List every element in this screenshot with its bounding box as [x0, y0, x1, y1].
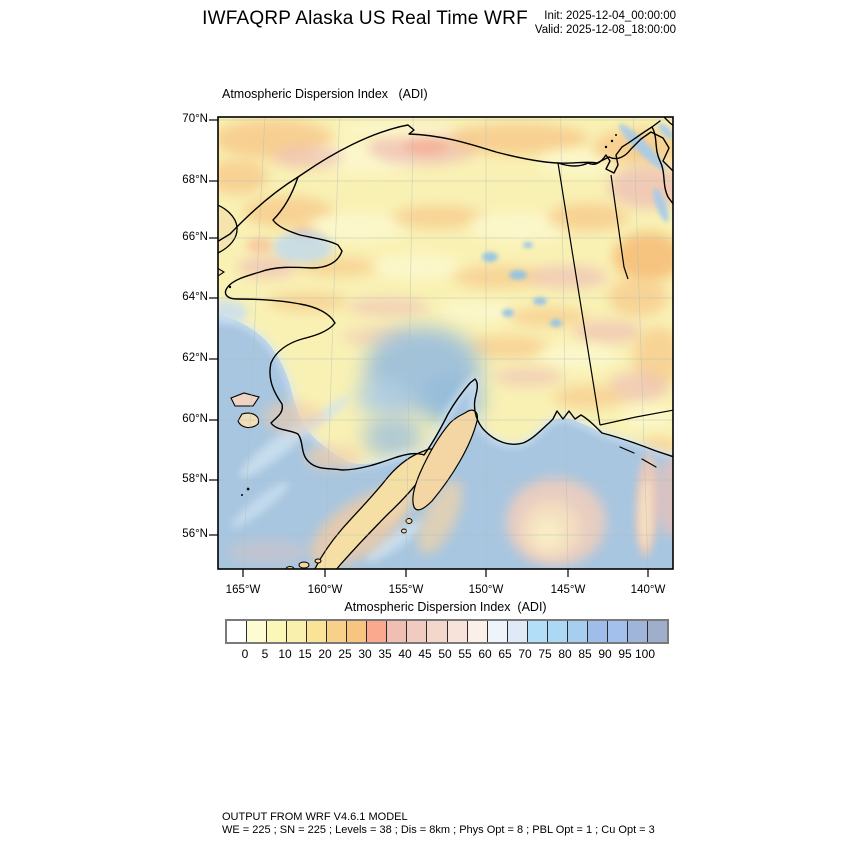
colorbar-cell — [648, 621, 667, 642]
colorbar-cell — [427, 621, 447, 642]
latitude-ticks — [209, 120, 218, 535]
lat-label: 66°N — [182, 231, 208, 243]
colorbar-tick-label: 40 — [398, 647, 412, 661]
colorbar-cell — [247, 621, 267, 642]
colorbar-tick-label: 0 — [241, 647, 249, 661]
colorbar-title: Atmospheric Dispersion Index (ADI) — [344, 600, 547, 614]
init-timestamp: Init: 2025-12-04_00:00:00 — [544, 10, 676, 22]
colorbar-cell — [327, 621, 347, 642]
lat-label: 62°N — [182, 352, 208, 364]
alaska-adi-map — [206, 115, 681, 581]
lat-label: 70°N — [182, 113, 208, 125]
colorbar-tick-label: 45 — [418, 647, 432, 661]
colorbar-tick-label: 85 — [578, 647, 592, 661]
colorbar-cell — [407, 621, 427, 642]
colorbar-cell — [608, 621, 628, 642]
colorbar-tick-label: 100 — [634, 647, 656, 661]
lat-label: 60°N — [182, 413, 208, 425]
model-config-line: WE = 225 ; SN = 225 ; Levels = 38 ; Dis = 8km ; Phys Opt = 8 ; PBL Opt = 1 ; Cu Opt = 3 — [222, 824, 655, 836]
colorbar-cell — [387, 621, 407, 642]
colorbar-tick-label: 65 — [498, 647, 512, 661]
lat-label: 68°N — [182, 174, 208, 186]
map-subtitle: Atmospheric Dispersion Index (ADI) — [222, 87, 428, 101]
colorbar-tick-label: 55 — [458, 647, 472, 661]
colorbar-tick-label: 80 — [558, 647, 572, 661]
longitude-ticks — [243, 570, 648, 578]
lon-label: 160°W — [307, 584, 343, 596]
model-output-line: OUTPUT FROM WRF V4.6.1 MODEL — [222, 811, 408, 823]
colorbar-tick-label: 95 — [618, 647, 632, 661]
colorbar-tick-label: 75 — [538, 647, 552, 661]
colorbar-tick-label: 30 — [358, 647, 372, 661]
colorbar-cell — [347, 621, 367, 642]
colorbar-cell — [588, 621, 608, 642]
colorbar-tick-label: 15 — [298, 647, 312, 661]
colorbar-cell — [227, 621, 247, 642]
lat-label: 56°N — [182, 528, 208, 540]
colorbar-cell — [287, 621, 307, 642]
lon-label: 155°W — [388, 584, 424, 596]
colorbar-tick-label: 50 — [438, 647, 452, 661]
page-title: IWFAQRP Alaska US Real Time WRF — [202, 8, 528, 29]
colorbar-tick-label: 10 — [278, 647, 292, 661]
colorbar-cell — [367, 621, 387, 642]
colorbar-tick-label: 35 — [378, 647, 392, 661]
colorbar-cell — [488, 621, 508, 642]
colorbar-cell — [508, 621, 528, 642]
colorbar-cell — [307, 621, 327, 642]
lon-label: 165°W — [225, 584, 261, 596]
colorbar-tick-label: 70 — [518, 647, 532, 661]
colorbar-tick-label: 5 — [261, 647, 269, 661]
lon-label: 145°W — [550, 584, 586, 596]
colorbar-cell — [448, 621, 468, 642]
colorbar-cell — [468, 621, 488, 642]
colorbar-cell — [568, 621, 588, 642]
colorbar-tick-label: 60 — [478, 647, 492, 661]
colorbar-cell — [528, 621, 548, 642]
valid-timestamp: Valid: 2025-12-08_18:00:00 — [534, 24, 676, 36]
colorbar-tick-label: 90 — [598, 647, 612, 661]
lon-label: 150°W — [468, 584, 504, 596]
colorbar-tick-label: 25 — [338, 647, 352, 661]
adi-colorbar — [225, 619, 669, 644]
lon-label: 140°W — [630, 584, 666, 596]
lat-label: 64°N — [182, 291, 208, 303]
colorbar-cell — [548, 621, 568, 642]
map-field — [206, 117, 681, 581]
colorbar-tick-label: 20 — [318, 647, 332, 661]
colorbar-cell — [267, 621, 287, 642]
colorbar-cell — [628, 621, 648, 642]
lat-label: 58°N — [182, 473, 208, 485]
